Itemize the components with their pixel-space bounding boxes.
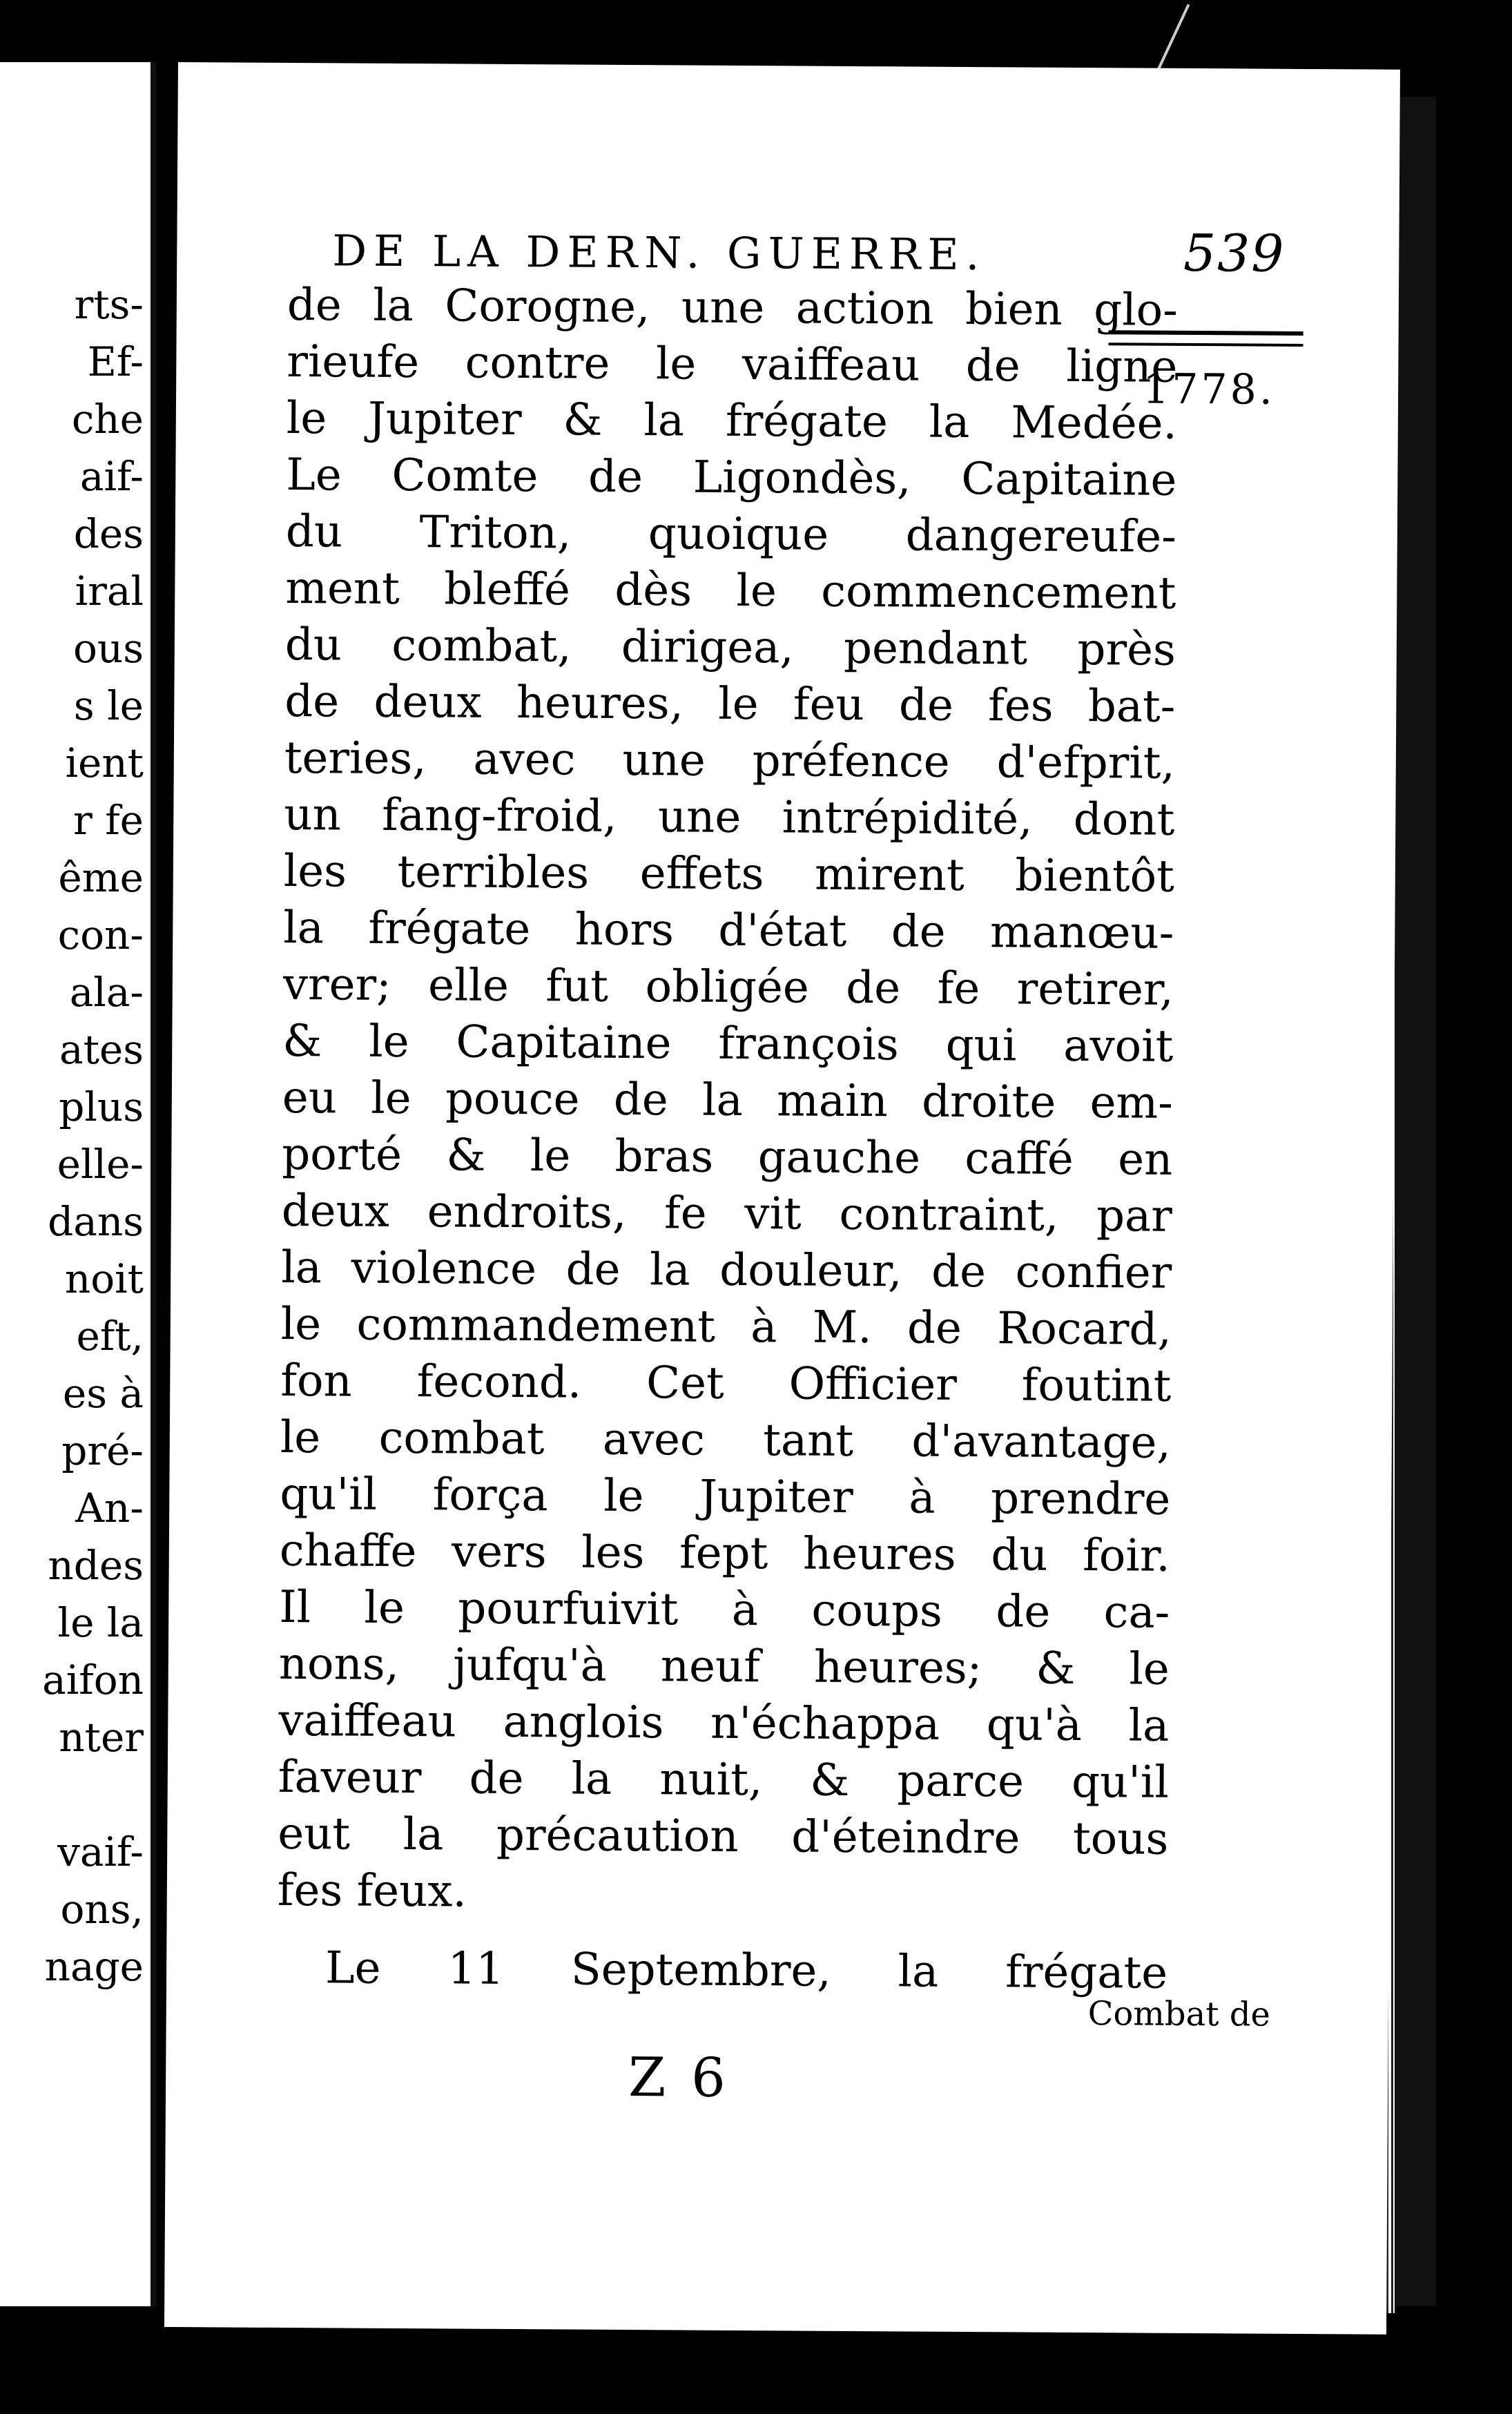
left-page-line: aif-: [79, 453, 144, 500]
book-binding-shadow: [1395, 97, 1436, 2306]
text-line: eut la précaution d'éteindre tous: [278, 1808, 1169, 1865]
text-line: Il le pourfuivit à coups de ca-: [279, 1581, 1170, 1639]
text-line: faveur de la nuit, & parce qu'il: [278, 1751, 1170, 1808]
left-facing-page: [0, 62, 156, 2306]
text-line: ment bleffé dès le commencement: [285, 562, 1176, 619]
text-line: du combat, dirigea, pendant près: [284, 619, 1176, 676]
text-line: le combat avec tant d'avantage,: [280, 1411, 1172, 1469]
page-number: 539: [1183, 223, 1286, 284]
text-line: de la Corogne, une action bien glo-: [287, 279, 1179, 336]
left-page-line: vaif-: [57, 1828, 144, 1875]
left-page-line: aifon: [42, 1657, 144, 1703]
text-line: la frégate hors d'état de manœu-: [283, 902, 1174, 959]
text-line: un fang-froid, une intrépidité, dont: [284, 789, 1175, 846]
margin-year: 1778.: [1142, 365, 1276, 414]
text-line: le commandement à M. de Rocard,: [280, 1298, 1172, 1355]
left-page-line: ates: [59, 1026, 144, 1073]
left-page-line: r fe: [73, 797, 144, 844]
left-page-line: es à: [62, 1370, 144, 1417]
text-line: chaffe vers les fept heures du foir.: [279, 1525, 1171, 1582]
main-page: [164, 62, 1400, 2335]
left-page-line: iral: [75, 568, 144, 615]
text-line: vrer; elle fut obligée de fe retirer,: [282, 958, 1174, 1016]
text-line: teries, avec une préfence d'efprit,: [284, 732, 1176, 789]
text-line: de deux heures, le feu de fes bat-: [284, 675, 1176, 733]
text-line: nons, jufqu'à neuf heures; & le: [278, 1638, 1170, 1695]
left-page-line: ême: [58, 854, 144, 901]
left-page-line: ndes: [48, 1542, 144, 1589]
left-page-line: rts-: [74, 281, 144, 328]
left-page-line: ons,: [60, 1886, 144, 1933]
text-line: deux endroits, fe vit contraint, par: [281, 1185, 1173, 1242]
margin-note: Combat de: [1087, 1994, 1271, 2034]
left-page-line: pré-: [61, 1427, 144, 1474]
text-line: eu le pouce de la main droite em-: [282, 1072, 1174, 1129]
left-page-line: plus: [59, 1083, 144, 1130]
text-line: & le Capitaine françois qui avoit: [282, 1015, 1174, 1072]
text-line: le Jupiter & la frégate la Medée.: [286, 392, 1178, 450]
left-page-line: s le: [73, 682, 144, 729]
text-line: la violence de la douleur, de confier: [281, 1242, 1172, 1299]
text-line: qu'il força le Jupiter à prendre: [280, 1468, 1171, 1525]
signature-mark: Z 6: [628, 2047, 730, 2109]
left-page-line: noit: [64, 1255, 144, 1302]
left-page-line: ala-: [69, 969, 144, 1016]
left-page-line: eft,: [76, 1313, 144, 1360]
text-line: rieufe contre le vaiffeau de ligne: [287, 336, 1178, 393]
left-page-line: con-: [57, 911, 144, 958]
text-line: Le Comte de Ligondès, Capitaine: [286, 449, 1177, 506]
text-line: les terribles effets mirent bientôt: [283, 845, 1175, 902]
text-line: vaiffeau anglois n'échappa qu'à la: [278, 1694, 1170, 1752]
left-page-line: ous: [72, 625, 144, 672]
text-line: porté & le bras gauche caffé en: [282, 1128, 1173, 1186]
left-page-line: nage: [44, 1943, 144, 1990]
left-page-line: Ef-: [87, 338, 144, 385]
text-line: Le 11 Septembre, la frégate: [324, 1942, 1168, 1999]
text-line: fon fecond. Cet Officier foutint: [280, 1355, 1172, 1412]
text-line: du Triton, quoique dangereufe-: [285, 505, 1177, 563]
left-page-line: ient: [65, 740, 144, 786]
left-page-line: des: [73, 510, 144, 557]
left-page-line: [0, 1766, 151, 1824]
left-page-line: nter: [59, 1714, 144, 1761]
left-page-line: dans: [48, 1198, 144, 1245]
left-page-line: le la: [57, 1599, 144, 1646]
left-page-line: che: [71, 396, 144, 443]
running-header: [332, 218, 1286, 286]
text-line: fes feux.: [277, 1864, 467, 1918]
left-page-line: elle-: [57, 1141, 144, 1188]
left-page-text: [0, 276, 151, 1996]
running-title: DE LA DERN. GUERRE.: [332, 225, 987, 280]
body-text: [277, 277, 1178, 2002]
left-page-line: An-: [75, 1485, 144, 1532]
